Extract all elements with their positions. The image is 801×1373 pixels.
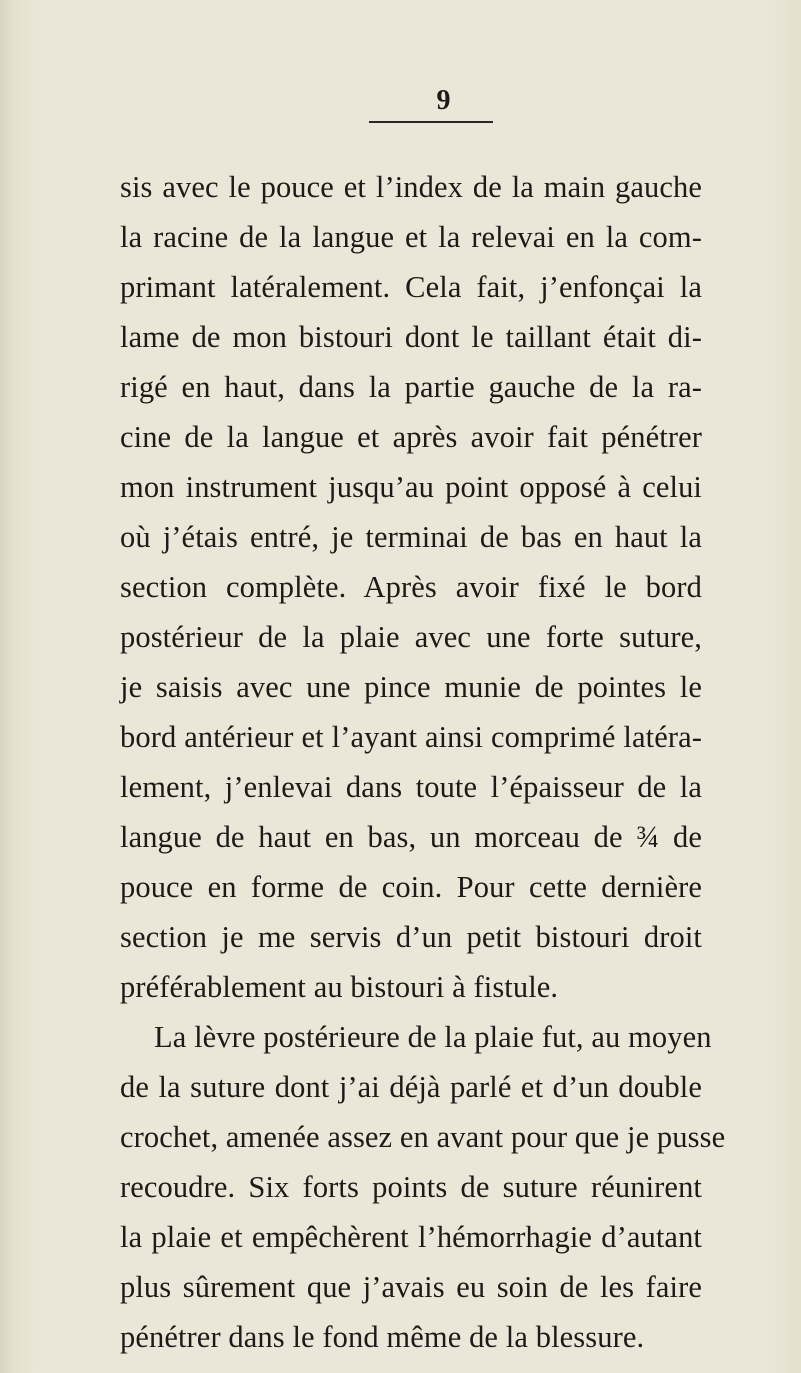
header-rule [369,121,493,123]
text-line: la racine de la langue et la relevai en la com- [120,220,702,254]
text-line: postérieur de la plaie avec une forte suture, [120,620,702,654]
text-line: je saisis avec une pince munie de pointes le [120,670,702,704]
text-line: langue de haut en bas, un morceau de ¾ de [120,820,702,854]
text-line: La lèvre postérieure de la plaie fut, au moyen [154,1020,712,1054]
text-line: où j’étais entré, je terminai de bas en haut la [120,520,702,554]
text-line: primant latéralement. Cela fait, j’enfonçai la [120,270,702,304]
text-line: sis avec le pouce et l’index de la main gauche [120,170,702,204]
text-line: crochet, amenée assez en avant pour que je pusse [120,1120,726,1154]
paragraph-2 [120,1012,726,1362]
text-line: lement, j’enlevai dans toute l’épaisseur de la [120,770,702,804]
text-line: la plaie et empêchèrent l’hémorrhagie d’autant [120,1220,702,1254]
text-line: pénétrer dans le fond même de la blessure. [120,1320,645,1354]
text-line: section je me servis d’un petit bistouri droit [120,920,702,954]
text-line: pouce en forme de coin. Pour cette dernière [120,870,702,904]
text-line: rigé en haut, dans la partie gauche de la ra- [120,370,702,404]
text-line: recoudre. Six forts points de suture réunirent [120,1170,702,1204]
text-line: cine de la langue et après avoir fait pénétrer [120,420,702,454]
text-line: lame de mon bistouri dont le taillant était di- [120,320,702,354]
text-line: bord antérieur et l’ayant ainsi comprimé latéra- [120,720,702,754]
text-line: préférablement au bistouri à fistule. [120,970,559,1004]
text-line: plus sûrement que j’avais eu soin de les faire [120,1270,702,1304]
text-line: mon instrument jusqu’au point opposé à celui [120,470,702,504]
paragraph-1 [120,162,702,1012]
body-text [120,162,726,1362]
page-number: 9 [436,85,451,116]
text-line: de la suture dont j’ai déjà parlé et d’un double [120,1070,702,1104]
text-line: section complète. Après avoir fixé le bord [120,570,702,604]
